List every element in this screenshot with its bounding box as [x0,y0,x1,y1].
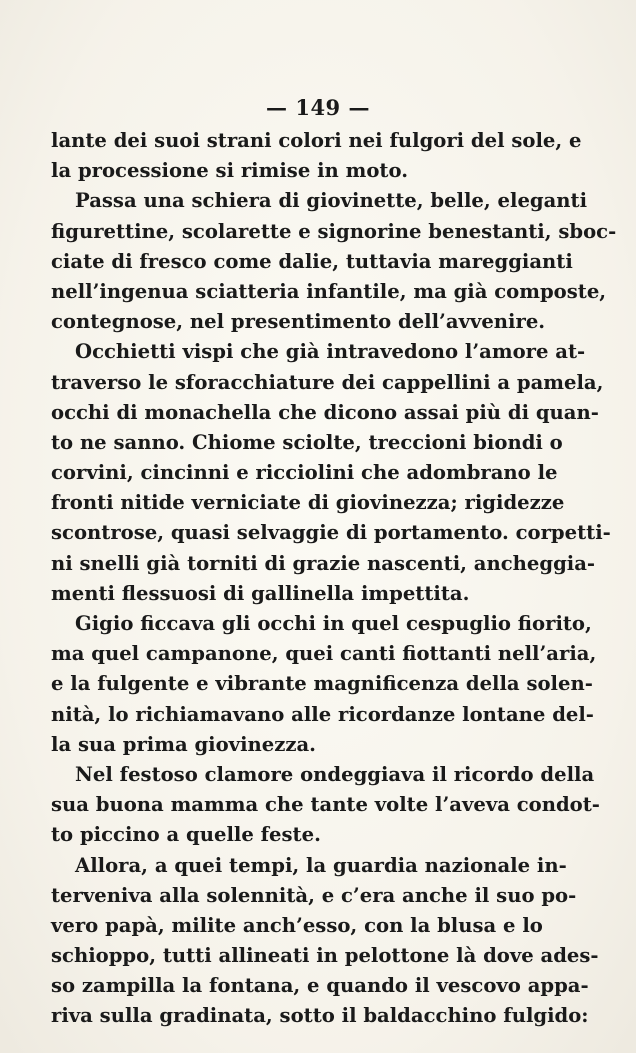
text-line: contegnose, nel presentimento dell’avvenire. [51,310,546,334]
text-line: scontrose, quasi selvaggie di portamento. corpetti- [51,521,611,545]
text-line: so zampilla la fontana, e quando il vescovo appa- [51,974,589,998]
text-line: fronti nitide verniciate di giovinezza; rigidezze [51,491,565,515]
text-line: Allora, a quei tempi, la guardia nazionale in- [75,853,567,877]
text-line: to ne sanno. Chiome sciolte, treccioni biondi o [51,430,563,454]
text-line: la sua prima giovinezza. [51,732,316,756]
text-line: corvini, cincinni e ricciolini che adombrano le [51,461,558,485]
text-line: occhi di monachella che dicono assai più di quan- [51,400,599,424]
text-line: ni snelli già torniti di grazie nascenti, ancheggia- [51,551,596,575]
text-line: Gigio ficcava gli occhi in quel cespuglio fiorito, [75,612,592,635]
text-line: Occhietti vispi che già intravedono l’amore at- [75,340,586,364]
text-line: Passa una schiera di giovinette, belle, eleganti [75,189,588,213]
text-line: lante dei suoi strani colori nei fulgori del sole, e [51,129,582,152]
text-line: ma quel campanone, quei canti fiottanti nell’aria, [51,642,597,666]
text-line: sua buona mamma che tante volte l’aveva condot- [51,793,600,817]
text-line: Nel festoso clamore ondeggiava il ricordo della [75,762,595,786]
page-number: — 149 — [266,95,370,120]
text-line: to piccino a quelle feste. [51,823,321,847]
text-line: e la fulgente e vibrante magnificenza della solen- [51,672,593,696]
text-line: figurettine, scolarette e signorine benestanti, sboc- [51,219,617,243]
text-line: terveniva alla solennità, e c’era anche il suo po- [51,883,577,907]
text-line: ciate di fresco come dalie, tuttavia mareggianti [51,249,573,273]
text-line: menti flessuosi di gallinella impettita. [51,581,470,605]
text-line: nell’ingenua sciatteria infantile, ma già composte, [51,279,607,303]
text-line: la processione si rimise in moto. [51,159,409,183]
body-text [51,126,617,1032]
text-line: traverso le sforacchiature dei cappellini a pamela, [51,370,604,394]
text-line: nità, lo richiamavano alle ricordanze lontane del- [51,702,594,726]
text-line: riva sulla gradinata, sotto il baldacchino fulgido: [51,1004,589,1028]
text-line: vero papà, milite anch’esso, con la blusa e lo [51,913,543,937]
text-line: schioppo, tutti allineati in pelottone là dove ades- [51,944,599,968]
